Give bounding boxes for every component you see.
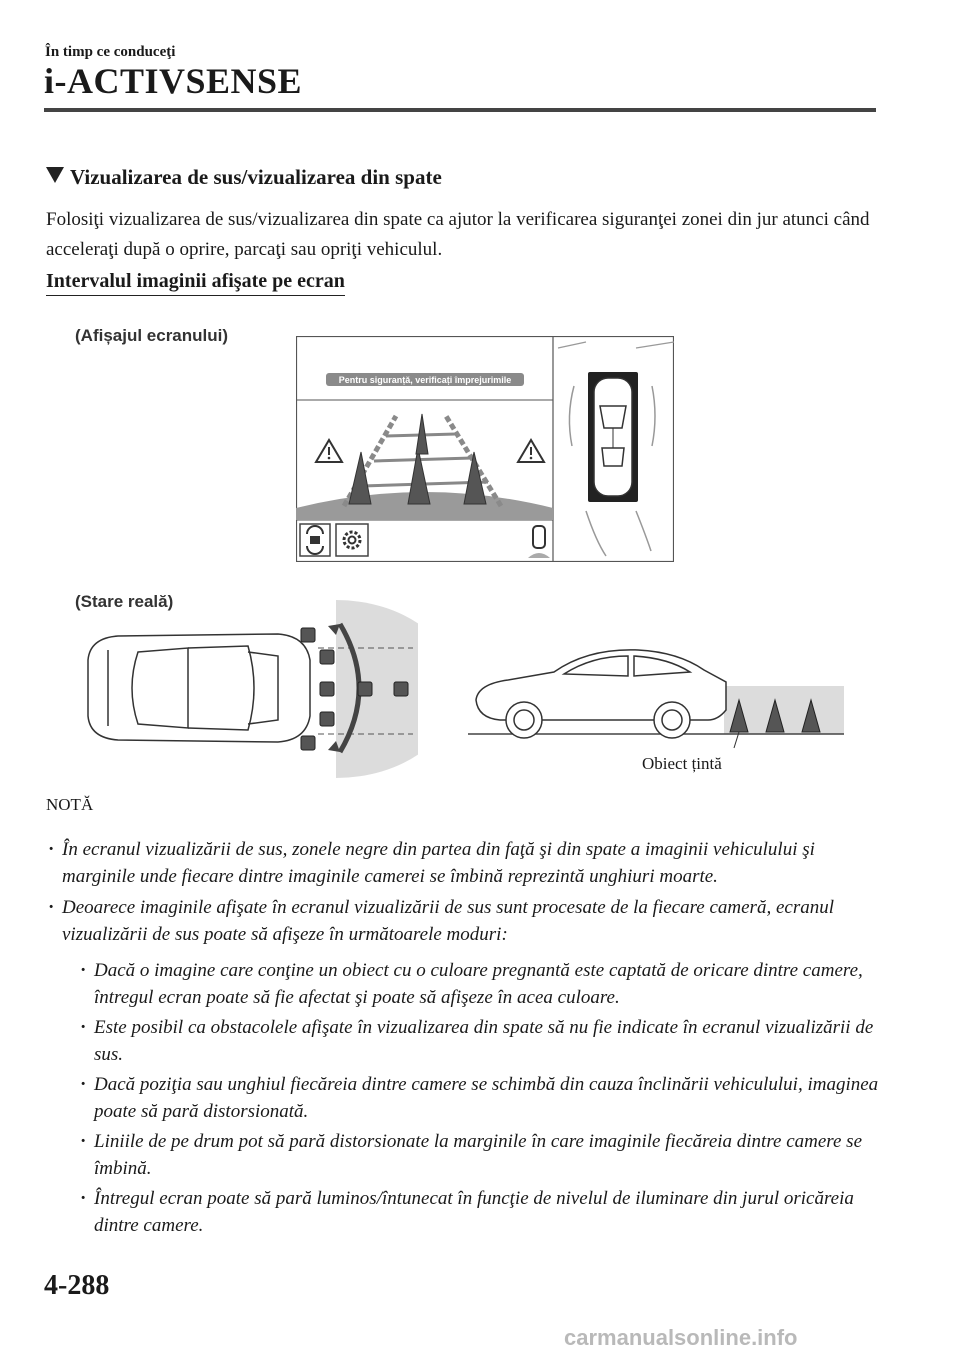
note-item: · În ecranul vizualizării de sus, zonele negre din partea din faţă şi din spate a imaginii vehiculului şi marginile unde fiecare dintre imaginile camerei se îmbină reprezintă unghiuri moarte. [46, 836, 886, 890]
note-subitem: · Este posibil ca obstacolele afişate în vizualizarea din spate să nu fie indicate în ecranul vizualizării de sus. [78, 1014, 886, 1068]
real-state-top-figure [78, 600, 418, 778]
settings-gear-icon[interactable] [336, 524, 368, 556]
section-heading-text: Vizualizarea de sus/vizualizarea din spate [70, 165, 442, 189]
note-item [46, 894, 886, 1239]
screen-banner-text: Pentru siguranță, verificați împrejurimile [338, 375, 512, 385]
watermark: carmanualsonline.info [564, 1325, 798, 1350]
note-item-text: Deoarece imaginile afişate în ecranul vizualizării de sus sunt procesate de la fiecare cameră, ecranul vizualizării de sus poate să afişeze în următoarele moduri: [62, 897, 834, 945]
subheading: Intervalul imaginii afişate pe ecran [46, 270, 345, 296]
screen-display-label: (Afișajul ecranului) [75, 326, 229, 345]
note-subitem: · Liniile de pe drum pot să pară distorsionate la marginile în care imaginile fiecăreia dintre camere se îmbină. [78, 1128, 886, 1182]
car-side-view [476, 650, 726, 738]
note-list [46, 836, 886, 1243]
target-object-label: Obiect țintă [642, 754, 722, 773]
note-title: NOTĂ [46, 795, 94, 814]
real-state-side-figure [468, 620, 844, 750]
page-number: 4-288 [44, 1270, 110, 1301]
intro-paragraph: Folosiţi vizualizarea de sus/vizualizarea din spate ca ajutor la verificarea siguranţei zonei din jur atunci când acceleraţi după o oprire, parcaţi sau opriţi vehiculul. [46, 209, 870, 260]
real-state-label: (Stare reală) [75, 592, 174, 611]
triangle-bullet-icon [46, 167, 64, 183]
screen-display-figure [296, 336, 674, 562]
note-subitem: · Întregul ecran poate să pară luminos/întunecat în funcţie de nivelul de iluminare din jurul oricăreia dintre camere. [78, 1185, 886, 1239]
camera-switch-icon[interactable] [300, 524, 330, 556]
note-subitem: · Dacă poziţia sau unghiul fiecăreia dintre camere se schimbă din cauza înclinării vehiculului, imaginea poate să pară distorsionată. [78, 1071, 886, 1125]
section-heading [46, 165, 442, 190]
car-top-view [88, 634, 310, 742]
note-subitem: · Dacă o imagine care conţine un obiect cu o culoare pregnantă este captată de oricare dintre camere, întregul ecran poate să fie afectat şi poate să afişeze în acea culoare. [78, 957, 886, 1011]
header-divider [44, 108, 876, 112]
chapter-title: i-ACTIVSENSE [44, 61, 303, 101]
chapter-subtitle: În timp ce conduceţi [45, 44, 176, 60]
